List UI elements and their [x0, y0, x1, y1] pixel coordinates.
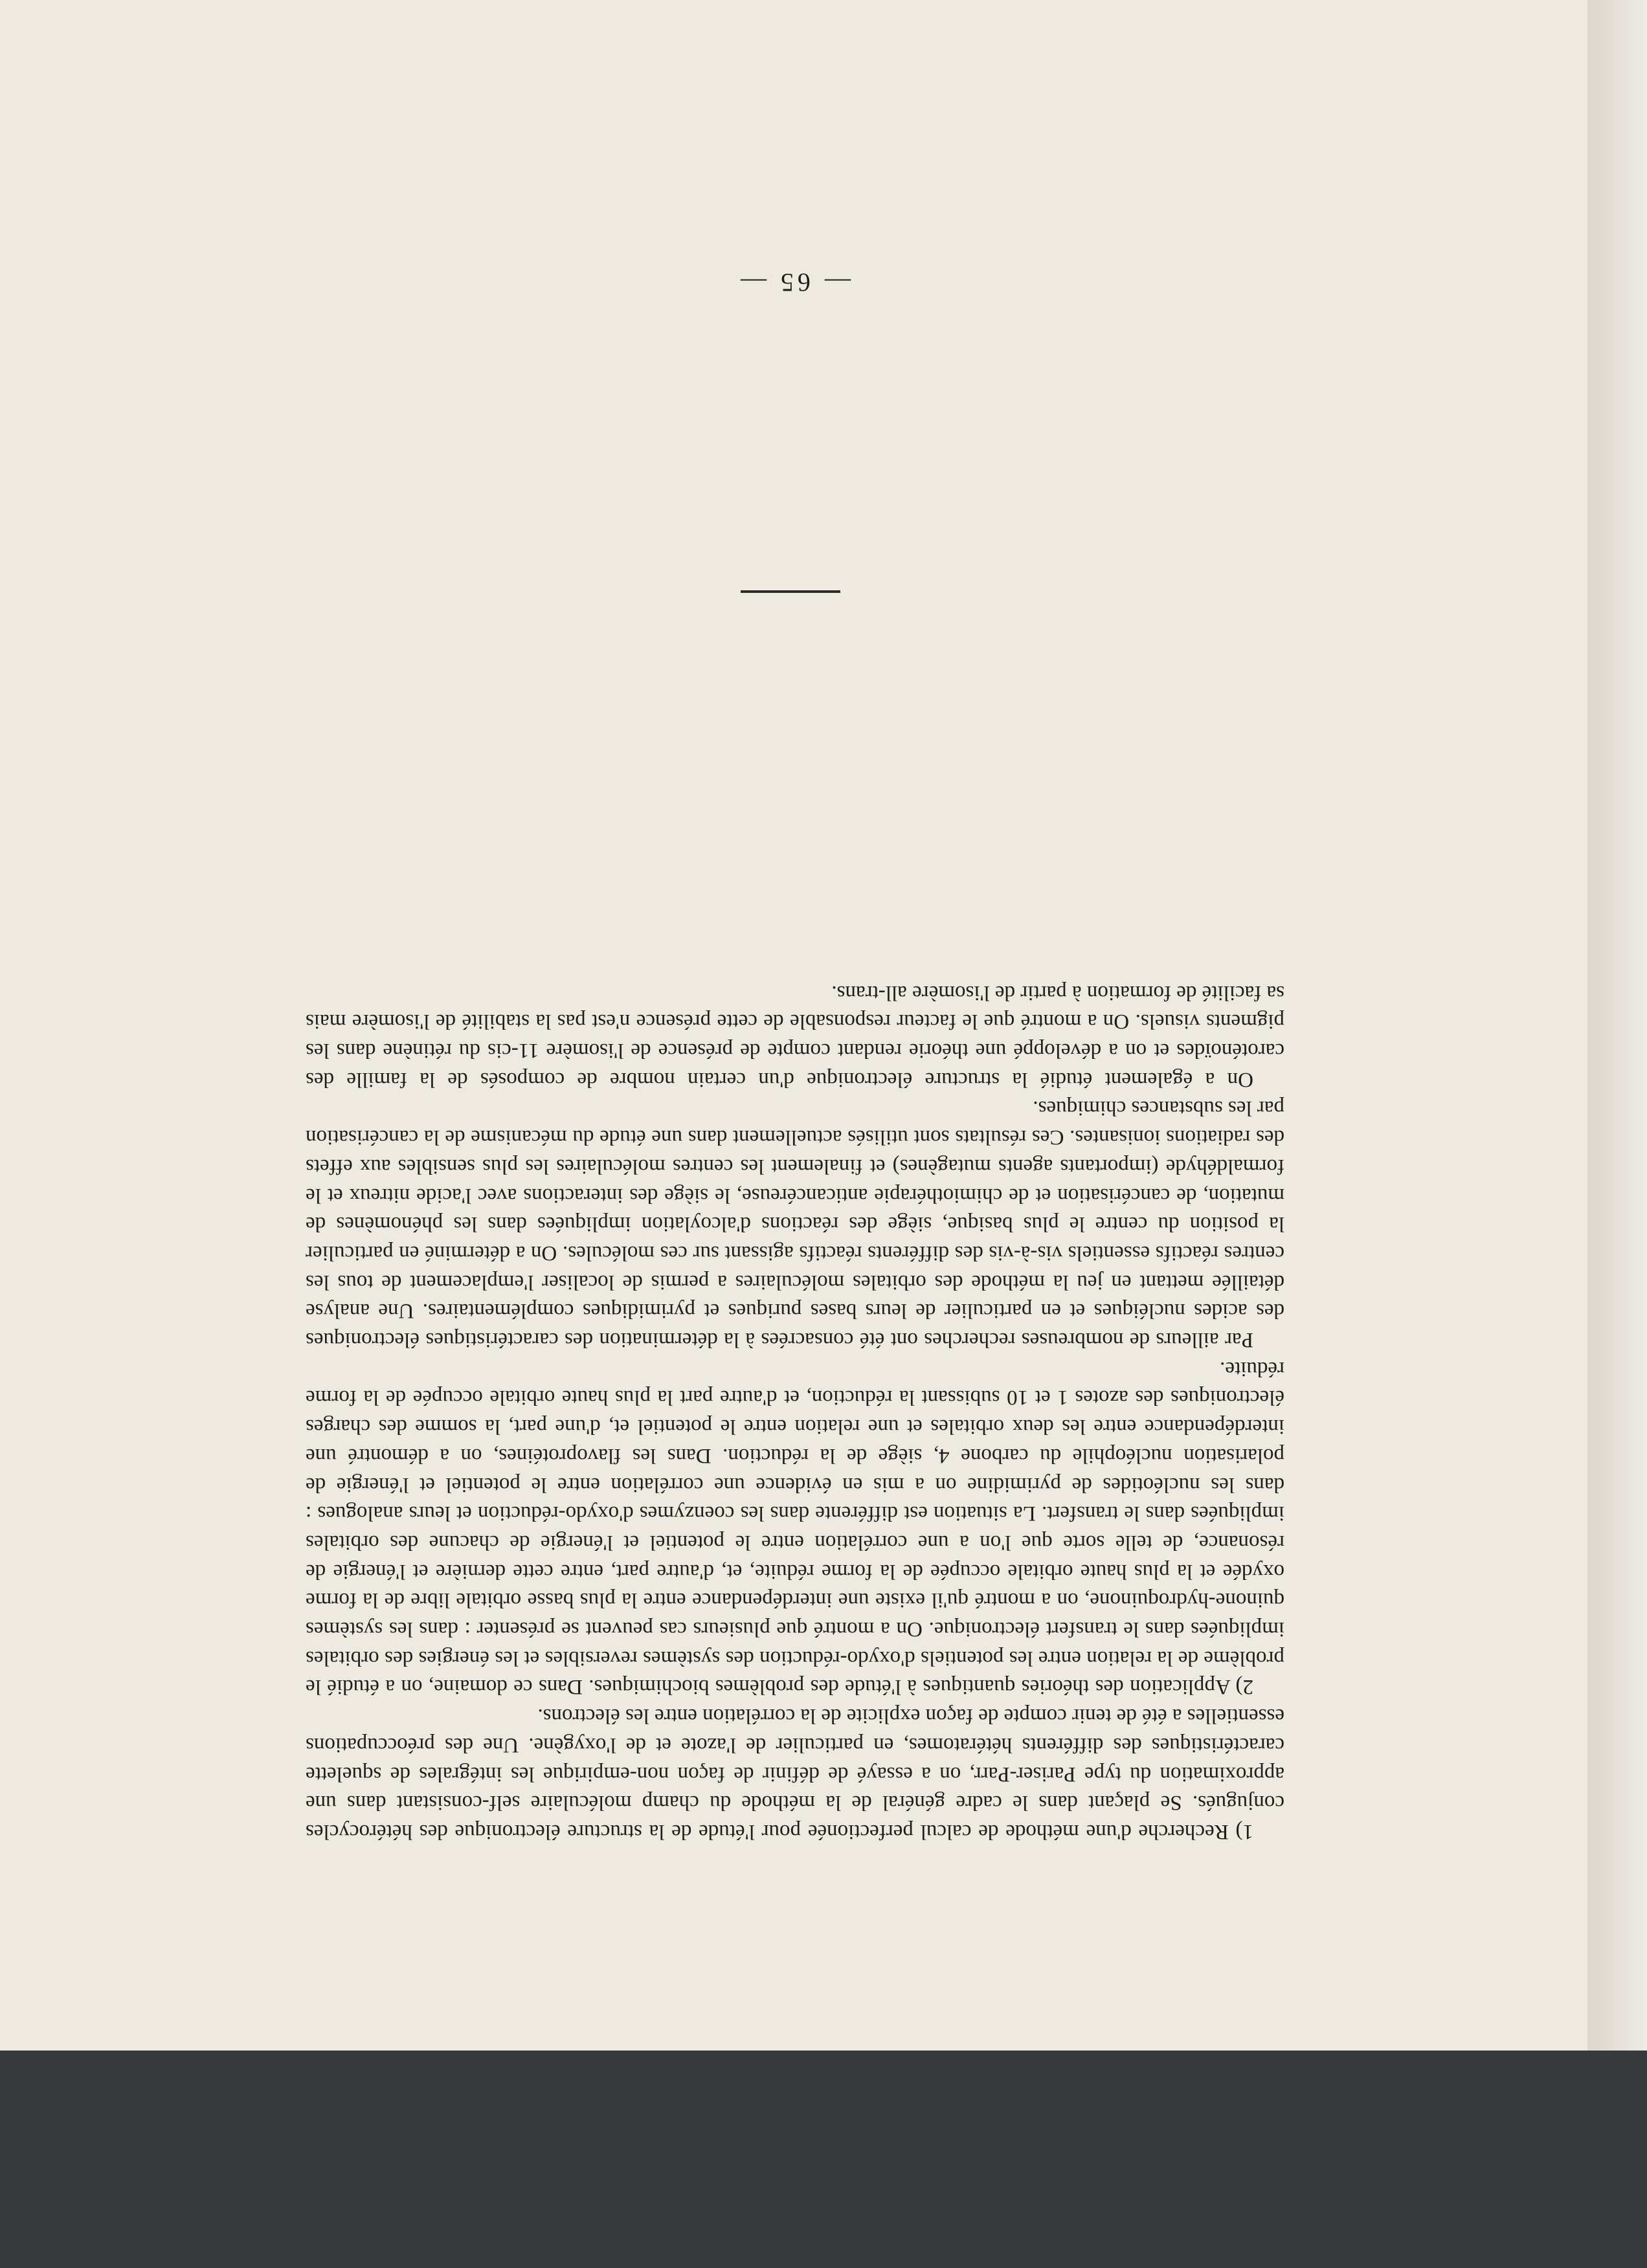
body-text: [306, 978, 1284, 1846]
paragraph-4: On a également étudié la structure électronique d'un certain nombre de composés de la famille des caroténoïdes et on a développé une théorie rendant compte de présence de l'isomère 11-cis du rétinène dans les pigments visuels. On a montré que le facteur responsable de cette présence n'est pas la stabilité de l'isomère mais sa facilité de formation à partir de l'isomère all-trans.: [306, 981, 1284, 1091]
paragraph-1: 1) Recherche d'une méthode de calcul perfectionée pour l'étude de la structure électronique des hétérocycles conjugués. Se plaçant dans le cadre général de la méthode du champ moléculaire self-consistant dans une approximation du type Pariser-Parr, on a essayé de définir de façon non-empirique les intégrales de squelette caractéristiques des différents hétératomes, en particulier de l'azote et de l'oxygène. Une des préoccupations essentielles a été de tenir compte de façon explicite de la corrélation entre les électrons.: [306, 1704, 1284, 1843]
paper-edge-shadow: [1587, 0, 1647, 2051]
scanner-bed: [0, 2051, 1647, 2268]
end-rule: [741, 590, 840, 593]
page-number: — 65 —: [737, 268, 851, 297]
paragraph-3: Par ailleurs de nombreuses recherches ont été consacrées à la détermination des caractéristiques électroniques des acides nucléiques et en particulier de leurs bases puriques et pyrimidiques complémentaires. Une analyse détaillée mettant en jeu la méthode des orbitales moléculaires a permis de localiser l'emplacement de tous les centres réactifs essentiels vis-à-vis des différents réactifs agissant sur ces molécules. On a déterminé en particulier la position du centre le plus basique, siège des réactions d'alcoylation impliquées dans les phénomènes de mutation, de cancérisation et de chimiothérapie anticancéreuse, le siège des interactions avec l'acide nitreux et le formaldéhyde (importants agents mutagènes) et finalement les centres moléculaires les plus sensibles aux effets des radiations ionisantes. Ces résultats sont utilisés actuellement dans une étude du mécanisme de la cancérisation par les substances chimiques.: [306, 1096, 1284, 1352]
paragraph-2: 2) Application des théories quantiques à l'étude des problèmes biochimiques. Dans ce domaine, on a étudié le problème de la relation entre les potentiels d'oxydo-réduction des systèmes reversibles et les énergies des orbitales impliquées dans le transfert électronique. On a montré que plusieurs cas peuvent se présenter : dans les systèmes quinone-hydroquinone, on a montré qu'il existe une interdépendance entre la plus basse orbitale libre de la forme oxydée et la plus haute orbitale occupée de la forme réduite, et, d'autre part, entre cette dernière et l'énergie de résonance, de telle sorte que l'on a une corrélation entre le potentiel et l'énergie de chacune des orbitales impliquées dans le transfert. La situation est différente dans les coenzymes d'oxydo-réduction et leurs analogues : dans les nucléotides de pyrimidine on a mis en évidence une corrélation entre le potentiel et l'énergie de polarisation nucléophile du carbone 4, siège de la réduction. Dans les flavoprotéines, on a démontré une interdépendance entre les deux orbitales et une relation entre le potentiel et, d'une part, la somme des charges électroniques des azotes 1 et 10 subissant la réduction, et d'autre part la plus haute orbitale occupée de la forme réduite.: [306, 1357, 1284, 1699]
